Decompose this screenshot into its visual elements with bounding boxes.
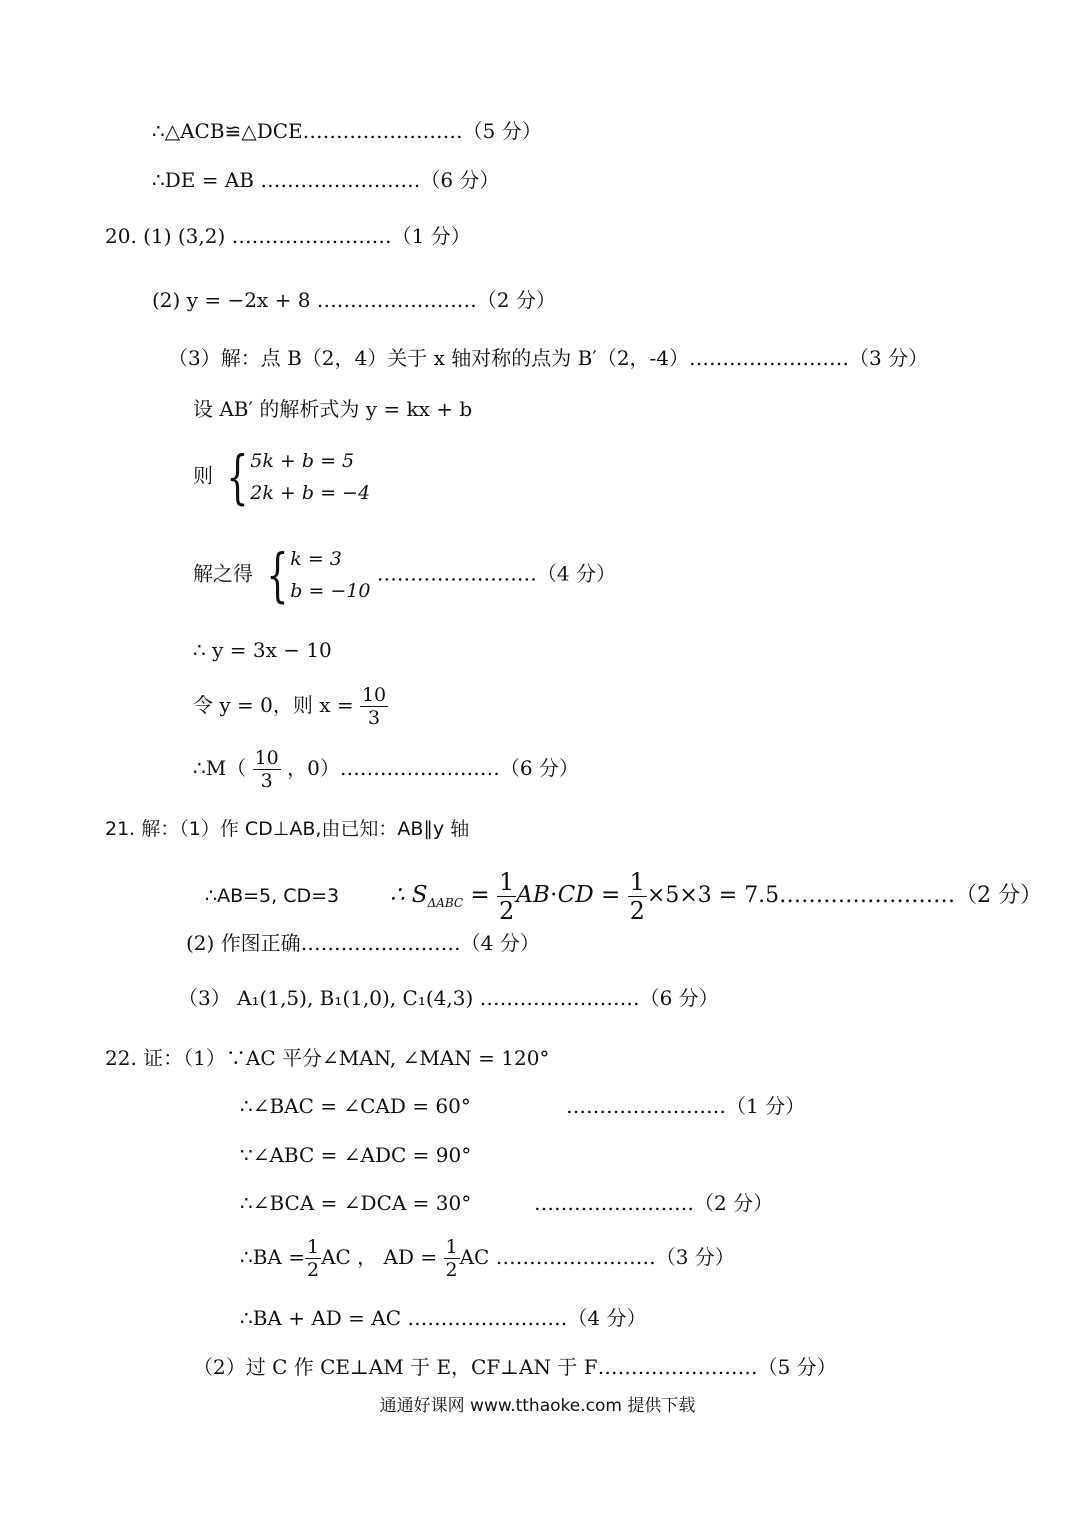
system-row-1: 5k + b = 5 bbox=[250, 450, 355, 472]
q21-lengths: ∴AB=5, CD=3 bbox=[205, 885, 340, 907]
fraction-1-2-b: $\frac{1}{2}$ bbox=[629, 868, 645, 925]
q22-sum: ∴BA + AD = AC ……………………（4 分） bbox=[240, 1306, 647, 1330]
q20-line-equation: ∴ y = 3x − 10 bbox=[193, 638, 332, 662]
q20-part2: (2) y = −2x + 8 ……………………（2 分） bbox=[152, 288, 556, 312]
footer-source: 通通好课网 www.tthaoke.com 提供下载 bbox=[379, 1396, 696, 1416]
q21-part3: （3） A₁(1,5), B₁(1,0), C₁(4,3) ……………………（6 分） bbox=[178, 986, 719, 1010]
q22-score-2: ……………………（2 分） bbox=[534, 1191, 774, 1215]
fraction-10-3: $\frac{10}{3}$ bbox=[361, 684, 387, 729]
line-de-ab: ∴DE = AB ……………………（6 分） bbox=[152, 168, 500, 192]
system-row-2: 2k + b = −4 bbox=[250, 482, 371, 504]
area-s: ∴ S bbox=[389, 882, 428, 908]
q22-score-1: ……………………（1 分） bbox=[566, 1094, 806, 1118]
x-intercept-prefix: 令 y = 0，则 x = bbox=[193, 693, 354, 717]
q20-point-m bbox=[193, 747, 579, 792]
q22-half-ac: ∴BA = $\frac{1}{2}$ AC ， AD = $\frac{1}{2}$ AC ……………………（3 分） bbox=[240, 1236, 735, 1281]
point-m-prefix: ∴M（ bbox=[193, 756, 247, 780]
solution-prefix: 解之得 bbox=[193, 561, 253, 586]
q20-solution bbox=[193, 543, 616, 607]
area-mid: AB⋅CD = bbox=[516, 882, 628, 908]
fraction-1-2-d: $\frac{1}{2}$ bbox=[445, 1236, 458, 1281]
solution-row-1: k = 3 bbox=[290, 548, 342, 570]
q22-angle-bac: ∴∠BAC = ∠CAD = 60° bbox=[240, 1094, 471, 1118]
q21-area: ∴AB=5, CD=3 ∴ $S_{\Delta ABC}$ = $\frac{1}{2}$ AB⋅CD = $\frac{1}{2}$ ×5×3 = 7.5……………………（2 分） bbox=[205, 868, 1043, 925]
line-congruence: ∴△ACB≌△DCE……………………（5 分） bbox=[152, 119, 542, 143]
q22-angle-abc: ∵∠ABC = ∠ADC = 90° bbox=[240, 1143, 472, 1167]
q20-part1: 20. (1) (3,2) ……………………（1 分） bbox=[105, 224, 471, 248]
area-sub: ΔABC bbox=[427, 896, 464, 910]
point-m-suffix: ，0）……………………（6 分） bbox=[287, 756, 579, 780]
system-brace: { 5k + b = 5 2k + b = −4 bbox=[226, 443, 371, 511]
system-prefix: 则 bbox=[193, 463, 213, 488]
solution-brace: { k = 3 b = −10 bbox=[266, 541, 371, 609]
fraction-1-2-c: $\frac{1}{2}$ bbox=[306, 1236, 320, 1281]
fraction-1-2-a: $\frac{1}{2}$ bbox=[499, 868, 515, 925]
fraction-10-3-m: $\frac{10}{3}$ bbox=[254, 747, 279, 792]
q22-angle-bca: ∴∠BCA = ∠DCA = 30° bbox=[240, 1191, 472, 1215]
solution-row-2: b = −10 bbox=[290, 580, 371, 602]
q21-part1: 21. 解：（1）作 CD⊥AB,由已知：AB∥y 轴 bbox=[105, 818, 470, 840]
q20-line-ab-prime: 设 AB′ 的解析式为 y = kx + b bbox=[193, 397, 473, 421]
area-end: ×5×3 = 7.5……………………（2 分） bbox=[646, 883, 1043, 908]
q21-part2: (2) 作图正确……………………（4 分） bbox=[186, 931, 540, 955]
q20-equation-system bbox=[193, 445, 370, 509]
q22-part2: （2）过 C 作 CE⊥AM 于 E，CF⊥AN 于 F……………………（5 分） bbox=[193, 1355, 837, 1379]
q22-part1: 22. 证：（1）∵AC 平分∠MAN, ∠MAN = 120° bbox=[105, 1046, 550, 1070]
solution-score: ……………………（4 分） bbox=[376, 561, 616, 586]
q20-part3: （3）解：点 B（2，4）关于 x 轴对称的点为 B′（2，-4）……………………（3 分） bbox=[168, 346, 929, 370]
q20-x-intercept bbox=[193, 684, 388, 729]
